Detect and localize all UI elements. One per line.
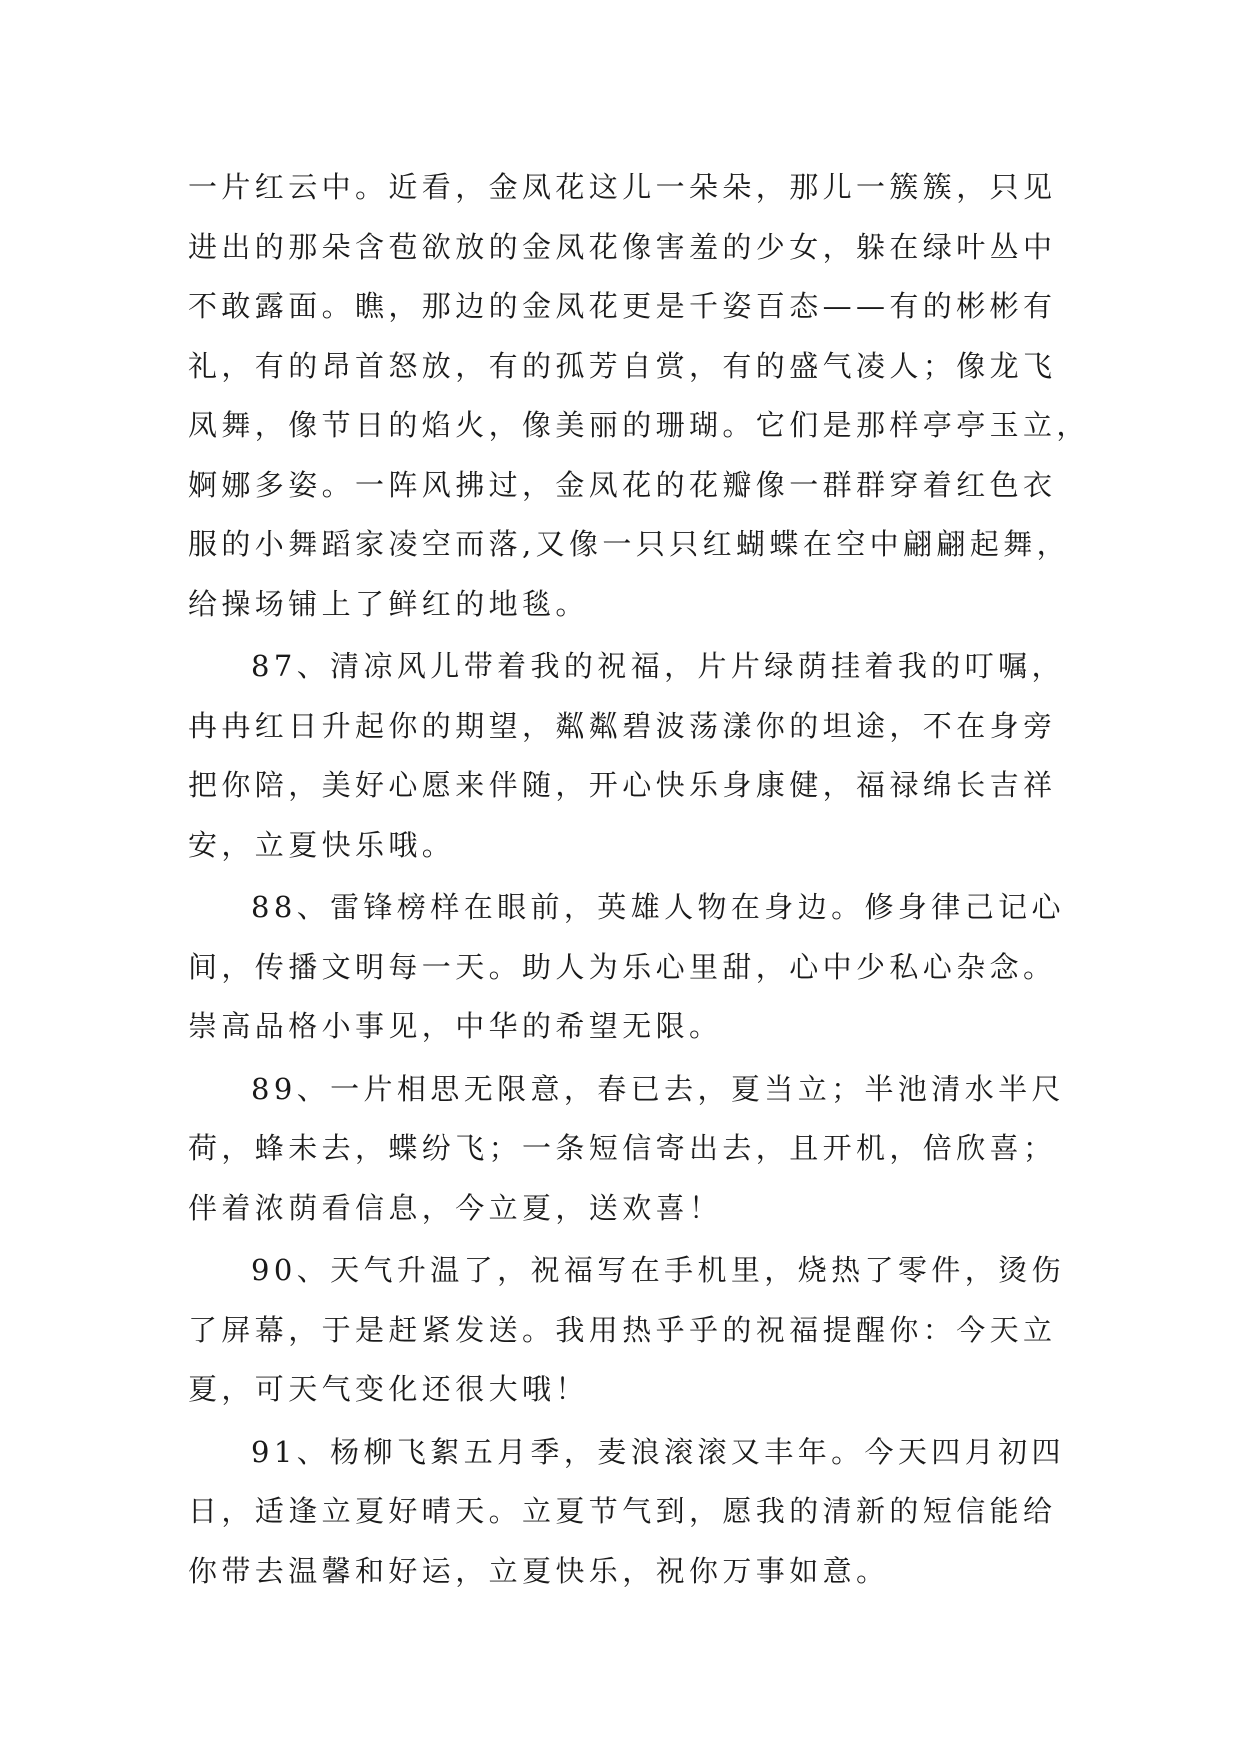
paragraph-91: [188, 1423, 1068, 1602]
text-line: 给操场铺上了鲜红的地毯。: [188, 586, 589, 621]
text-line: 间，传播文明每一天。助人为乐心里甜，心中少私心杂念。: [188, 949, 1057, 984]
text-line: 崇高品格小事见，中华的希望无限。: [188, 1009, 723, 1043]
text-line: 90、天气升温了，祝福写在手机里，烧热了零件，烫伤: [251, 1253, 1065, 1287]
paragraph-90: [188, 1241, 1068, 1420]
text-line: 91、杨柳飞絮五月季，麦浪滚滚又丰年。今天四月初四: [251, 1434, 1065, 1469]
paragraph-88: [188, 878, 1068, 1057]
text-line: 进出的那朵含苞欲放的金凤花像害羞的少女，躲在绿叶丛中: [188, 229, 1057, 264]
paragraph-87: [188, 637, 1068, 875]
text-line: 服的小舞蹈家凌空而落,又像一只只红蝴蝶在空中翩翩起舞，: [188, 527, 1071, 561]
text-line: 伴着浓荫看信息，今立夏，送欢喜！: [188, 1190, 723, 1225]
text-line: 冉冉红日升起你的期望，粼粼碧波荡漾你的坦途，不在身旁: [188, 708, 1057, 743]
text-line: 凤舞，像节日的焰火，像美丽的珊瑚。它们是那样亭亭玉立，: [188, 408, 1090, 442]
text-line: 了屏幕，于是赶紧发送。我用热乎乎的祝福提醒你：今天立: [188, 1312, 1057, 1347]
text-line: 夏，可天气变化还很大哦！: [188, 1372, 589, 1406]
document-body: [188, 158, 1090, 1601]
text-line: 一片红云中。近看，金凤花这儿一朵朵，那儿一簇簇，只见: [188, 170, 1057, 204]
text-line: 87、清凉风儿带着我的祝福，片片绿荫挂着我的叮嘱，: [251, 649, 1065, 683]
text-line: 你带去温馨和好运，立夏快乐，祝你万事如意。: [188, 1553, 890, 1588]
text-line: 安，立夏快乐哦。: [188, 827, 456, 862]
text-line: 婀娜多姿。一阵风拂过，金凤花的花瓣像一群群穿着红色衣: [188, 467, 1057, 502]
text-line: 88、雷锋榜样在眼前，英雄人物在身边。修身律己记心: [251, 890, 1065, 924]
text-line: 荷，蜂未去，蝶纷飞；一条短信寄出去，且开机，倍欣喜；: [188, 1131, 1057, 1165]
text-line: 日，适逢立夏好晴天。立夏节气到，愿我的清新的短信能给: [188, 1494, 1057, 1528]
paragraph-continuation: [188, 158, 1090, 634]
text-line: 礼，有的昂首怒放，有的孤芳自赏，有的盛气凌人；像龙飞: [188, 348, 1057, 383]
text-line: 把你陪，美好心愿来伴随，开心快乐身康健，福禄绵长吉祥: [188, 768, 1057, 802]
text-line: 89、一片相思无限意，春已去，夏当立；半池清水半尺: [251, 1071, 1065, 1106]
paragraph-89: [188, 1060, 1068, 1239]
text-line: 不敢露面。瞧，那边的金凤花更是千姿百态——有的彬彬有: [188, 289, 1057, 323]
